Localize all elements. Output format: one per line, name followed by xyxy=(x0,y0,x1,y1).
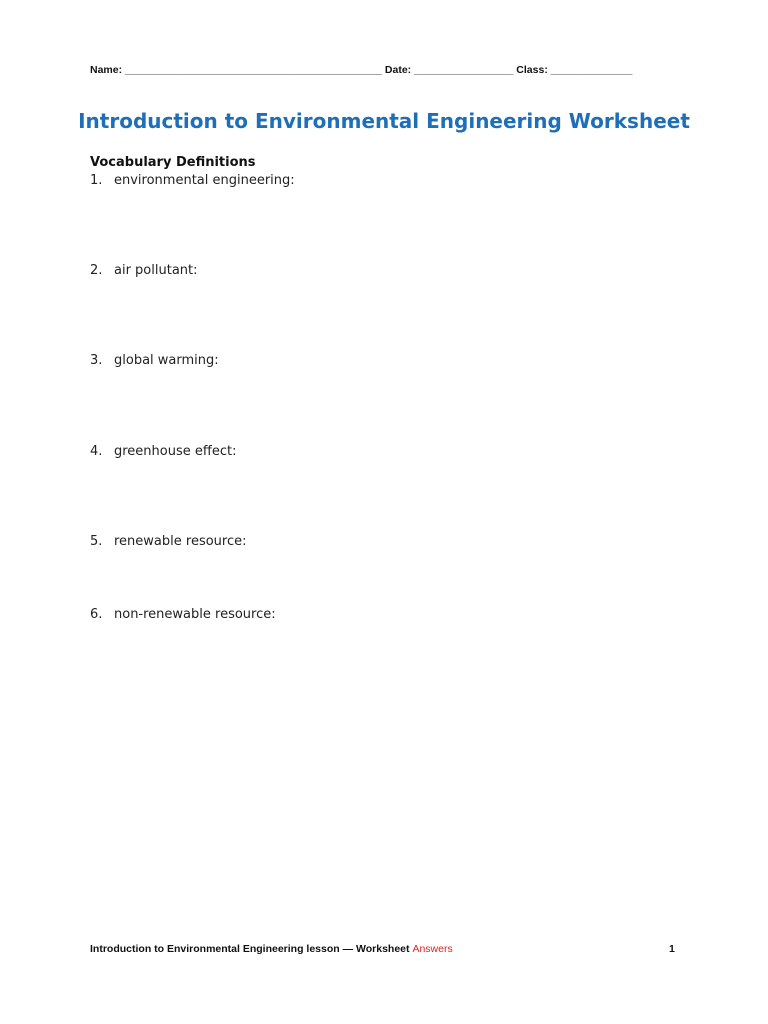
worksheet-title: Introduction to Environmental Engineering Worksheet xyxy=(78,109,690,133)
vocab-item-4 xyxy=(90,444,236,459)
item-term: greenhouse effect: xyxy=(114,444,237,459)
item-number: 3. xyxy=(90,353,103,368)
name-label: Name: xyxy=(90,64,123,76)
class-label: Class: xyxy=(516,64,548,76)
item-term: air pollutant: xyxy=(114,263,198,278)
item-number: 2. xyxy=(90,263,103,278)
date-label: Date: xyxy=(384,64,412,76)
section-heading: Vocabulary Definitions xyxy=(90,155,256,170)
vocab-item-1 xyxy=(90,173,295,188)
page-number: 1 xyxy=(669,943,675,955)
item-term: renewable resource: xyxy=(114,534,247,549)
footer-answers: Answers xyxy=(412,943,453,955)
footer-text xyxy=(90,943,453,955)
vocab-item-3 xyxy=(90,353,219,368)
vocab-item-2 xyxy=(90,263,198,278)
student-info-line xyxy=(90,64,690,76)
vocab-item-5 xyxy=(90,534,247,549)
item-number: 6. xyxy=(90,607,103,622)
footer-lesson-text: Introduction to Environmental Engineering lesson — Worksheet xyxy=(90,943,413,955)
item-term: non-renewable resource: xyxy=(114,607,276,622)
item-term: global warming: xyxy=(114,353,219,368)
vocab-item-6 xyxy=(90,607,276,622)
item-number: 4. xyxy=(90,444,103,459)
item-number: 5. xyxy=(90,534,103,549)
class-blank: ______________ xyxy=(550,64,633,76)
item-number: 1. xyxy=(90,173,103,188)
item-term: environmental engineering: xyxy=(114,173,295,188)
date-blank: _________________ xyxy=(414,64,514,76)
name-blank: ____________________________________________ xyxy=(125,64,382,76)
